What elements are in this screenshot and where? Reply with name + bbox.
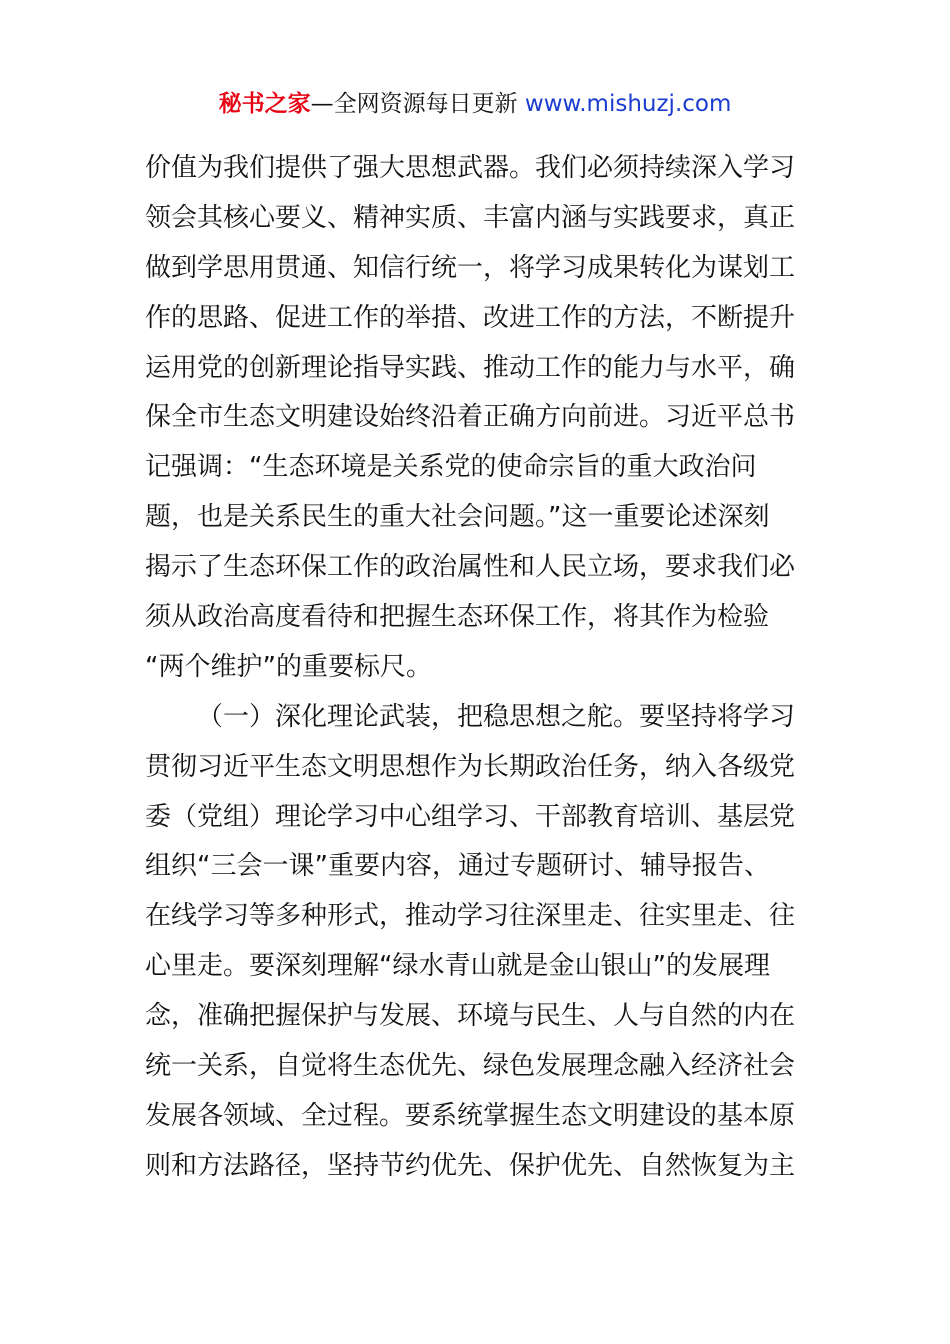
text-line: 心里走。要深刻理解“绿水青山就是金山银山”的发展理 bbox=[145, 951, 770, 982]
text-line: 保全市生态文明建设始终沿着正确方向前进。习近平总书 bbox=[145, 402, 796, 433]
text-line: “两个维护”的重要标尺。 bbox=[145, 651, 432, 682]
text-line: 在线学习等多种形式，推动学习往深里走、往实里走、往 bbox=[145, 901, 796, 932]
text-line: 做到学思用贯通、知信行统一，将学习成果转化为谋划工 bbox=[145, 252, 796, 283]
text-line: 领会其核心要义、精神实质、丰富内涵与实践要求，真正 bbox=[145, 202, 796, 233]
text-line: 须从政治高度看待和把握生态环保工作，将其作为检验 bbox=[145, 602, 770, 633]
page-header bbox=[0, 86, 950, 122]
text-line: 发展各领域、全过程。要系统掌握生态文明建设的基本原 bbox=[145, 1100, 796, 1131]
text-line: 作的思路、促进工作的举措、改进工作的方法，不断提升 bbox=[145, 302, 796, 333]
text-line: 贯彻习近平生态文明思想作为长期政治任务，纳入各级党 bbox=[145, 751, 796, 782]
document-body bbox=[145, 144, 810, 1192]
site-url-link[interactable]: www.mishuzj.com bbox=[524, 91, 732, 117]
text-line: 题，也是关系民生的重大社会问题。”这一重要论述深刻 bbox=[145, 502, 770, 533]
text-line: 统一关系，自觉将生态优先、绿色发展理念融入经济社会 bbox=[145, 1051, 796, 1082]
text-line: 组织“三会一课”重要内容，通过专题研讨、辅导报告、 bbox=[145, 851, 770, 882]
brand-name: 秘书之家 bbox=[218, 91, 311, 117]
text-line: 则和方法路径，坚持节约优先、保护优先、自然恢复为主 bbox=[145, 1150, 796, 1181]
section-heading-line: （一）深化理论武装，把稳思想之舵。要坚持将学习 bbox=[197, 701, 796, 732]
header-tagline: —全网资源每日更新 bbox=[310, 91, 525, 117]
text-line: 揭示了生态环保工作的政治属性和人民立场，要求我们必 bbox=[145, 552, 796, 583]
text-line: 运用党的创新理论指导实践、推动工作的能力与水平，确 bbox=[145, 352, 796, 383]
text-line: 价值为我们提供了强大思想武器。我们必须持续深入学习 bbox=[145, 153, 796, 183]
text-line: 委（党组）理论学习中心组学习、干部教育培训、基层党 bbox=[145, 801, 796, 832]
text-line: 念，准确把握保护与发展、环境与民生、人与自然的内在 bbox=[145, 1001, 796, 1032]
text-line: 记强调：“生态环境是关系党的使命宗旨的重大政治问 bbox=[145, 452, 757, 483]
